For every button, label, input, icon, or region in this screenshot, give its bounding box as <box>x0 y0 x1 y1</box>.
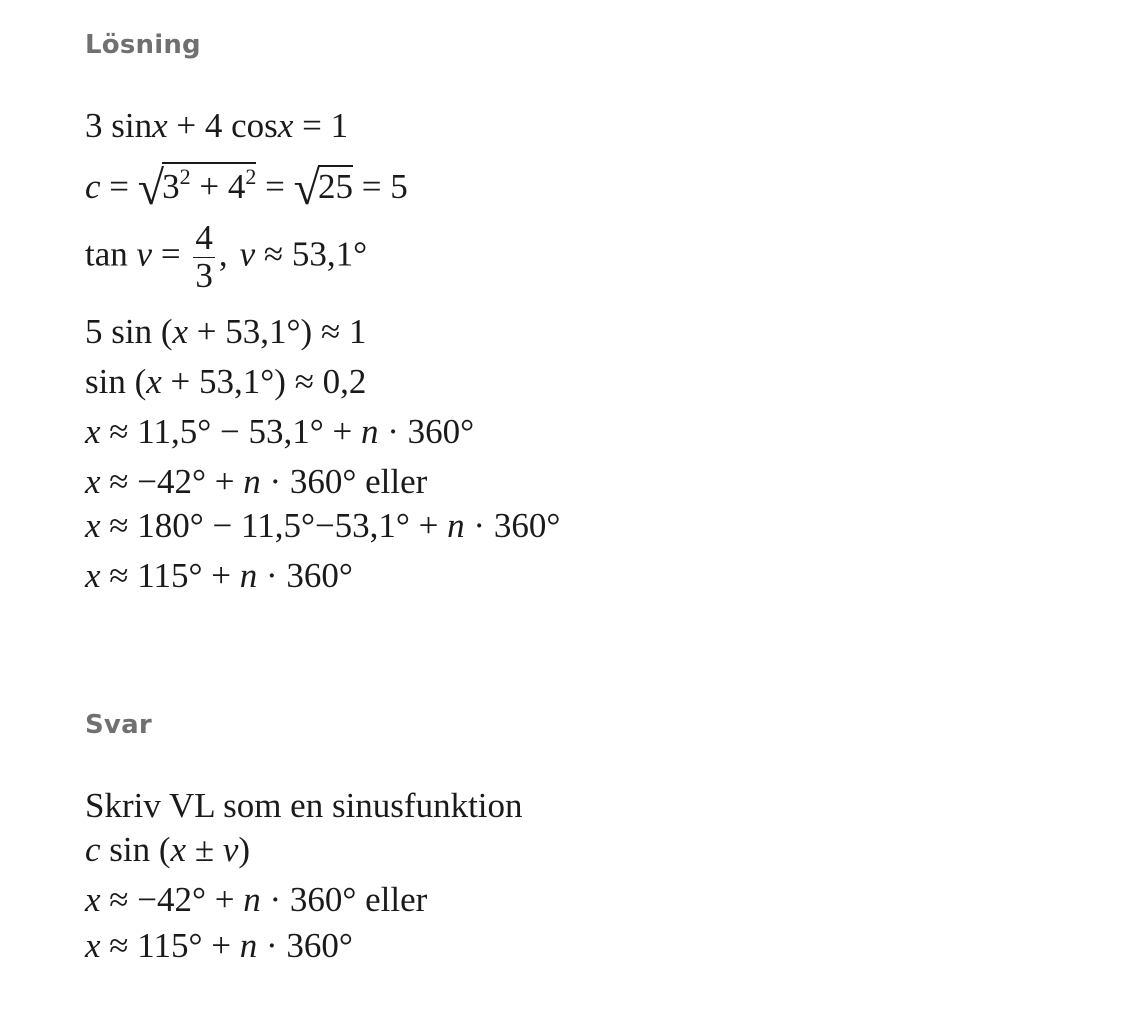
equation-line-5: sin (x + 53,1°) ≈ 0,2 <box>85 362 367 401</box>
equation-line-9: x ≈ 115° + n · 360° <box>85 556 353 595</box>
equation-line-6: x ≈ 11,5° − 53,1° + n · 360° <box>85 412 475 451</box>
answer-line-3: x ≈ −42° + n · 360° eller <box>85 880 428 919</box>
equation-line-8: x ≈ 180° − 11,5°−53,1° + n · 360° <box>85 506 561 545</box>
answer-line-1: Skriv VL som en sinusfunktion <box>85 786 523 825</box>
square-root: √25 <box>293 162 353 215</box>
solution-heading: Lösning <box>85 30 201 60</box>
equation-line-3: tan v = $\frac{4}{3}$ , v ≈ 53,1° <box>85 218 368 295</box>
equation-line-7: x ≈ −42° + n · 360° eller <box>85 462 428 501</box>
equation-line-4: 5 sin (x + 53,1°) ≈ 1 <box>85 312 367 351</box>
equation-line-2: $c = √3^2 + 4^2 = √25 = 5$ <box>85 162 408 215</box>
fraction: $\frac{4}{3}$ <box>195 218 213 295</box>
equation-line-1: 3 sinx + 4 cosx = 1 <box>85 106 349 145</box>
square-root: $√3^2 + 4^2$ <box>137 162 257 215</box>
answer-line-4: x ≈ 115° + n · 360° <box>85 926 353 965</box>
answer-line-2: c sin (x ± v) <box>85 830 251 869</box>
answer-heading: Svar <box>85 710 152 740</box>
